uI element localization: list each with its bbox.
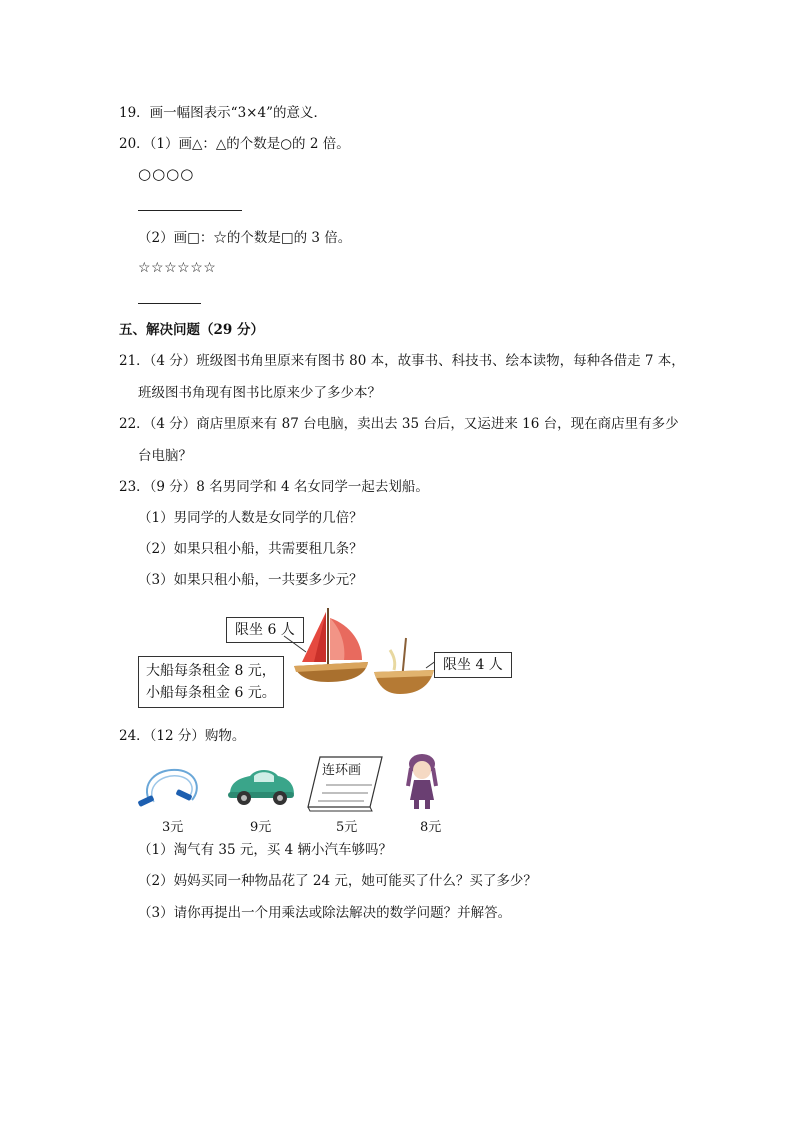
big-boat-capacity-label: 限坐 6 人	[226, 617, 304, 643]
question-23: 23．（9 分）8 名男同学和 4 名女同学一起去划船。	[119, 479, 429, 495]
question-24-part-3: （3）请你再提出一个用乘法或除法解决的数学问题？并解答。	[138, 905, 512, 921]
sailboat-icon	[288, 604, 372, 686]
question-23-part-2: （2）如果只租小船，共需要租几条？	[138, 541, 363, 557]
big-boat-rent: 大船每条租金 8 元，	[146, 663, 276, 679]
question-21-line-2: 班级图书角现有图书比原来少了多少本？	[138, 385, 381, 401]
answer-line-triangles[interactable]	[138, 210, 242, 211]
question-23-part-1: （1）男同学的人数是女同学的几倍？	[138, 510, 363, 526]
question-23-part-3: （3）如果只租小船，一共要多少元？	[138, 572, 363, 588]
small-boat-rent: 小船每条租金 6 元。	[146, 685, 276, 701]
small-boat-capacity-label: 限坐 4 人	[434, 652, 512, 678]
star-row: ☆☆☆☆☆☆	[138, 260, 217, 276]
question-22-line-1: 22．（4 分）商店里原来有 87 台电脑，卖出去 35 台后，又运进来 16 台，现在商店里有多少	[119, 416, 679, 432]
doll-icon	[402, 752, 442, 812]
rental-price-box	[138, 656, 284, 708]
question-21-line-1: 21．（4 分）班级图书角里原来有图书 80 本，故事书、科技书、绘本读物，每种各借走 7 本，	[119, 353, 685, 369]
question-24: 24．（12 分）购物。	[119, 728, 246, 744]
question-22-line-2: 台电脑？	[138, 448, 192, 464]
question-19: 19．画一幅图表示“3×4”的意义．	[119, 105, 327, 121]
jump-rope-icon	[136, 764, 202, 810]
section-5-heading: 五、解决问题（29 分）	[119, 322, 264, 338]
doll-price: 8元	[420, 820, 442, 835]
question-20-part-1: 20．（1）画△：△的个数是○的 2 倍。	[119, 136, 350, 152]
comic-book-label: 连环画	[322, 763, 362, 778]
circle-row: ○○○○	[138, 165, 195, 183]
jump-rope-price: 3元	[162, 820, 184, 835]
toy-car-icon	[224, 766, 296, 808]
question-20-part-2: （2）画□：☆的个数是□的 3 倍。	[138, 230, 352, 246]
toy-car-price: 9元	[250, 820, 272, 835]
answer-line-squares[interactable]	[138, 303, 201, 304]
comic-book-price: 5元	[336, 820, 358, 835]
question-24-part-2: （2）妈妈买同一种物品花了 24 元，她可能买了什么？买了多少？	[138, 873, 537, 889]
question-24-part-1: （1）淘气有 35 元，买 4 辆小汽车够吗？	[138, 842, 393, 858]
